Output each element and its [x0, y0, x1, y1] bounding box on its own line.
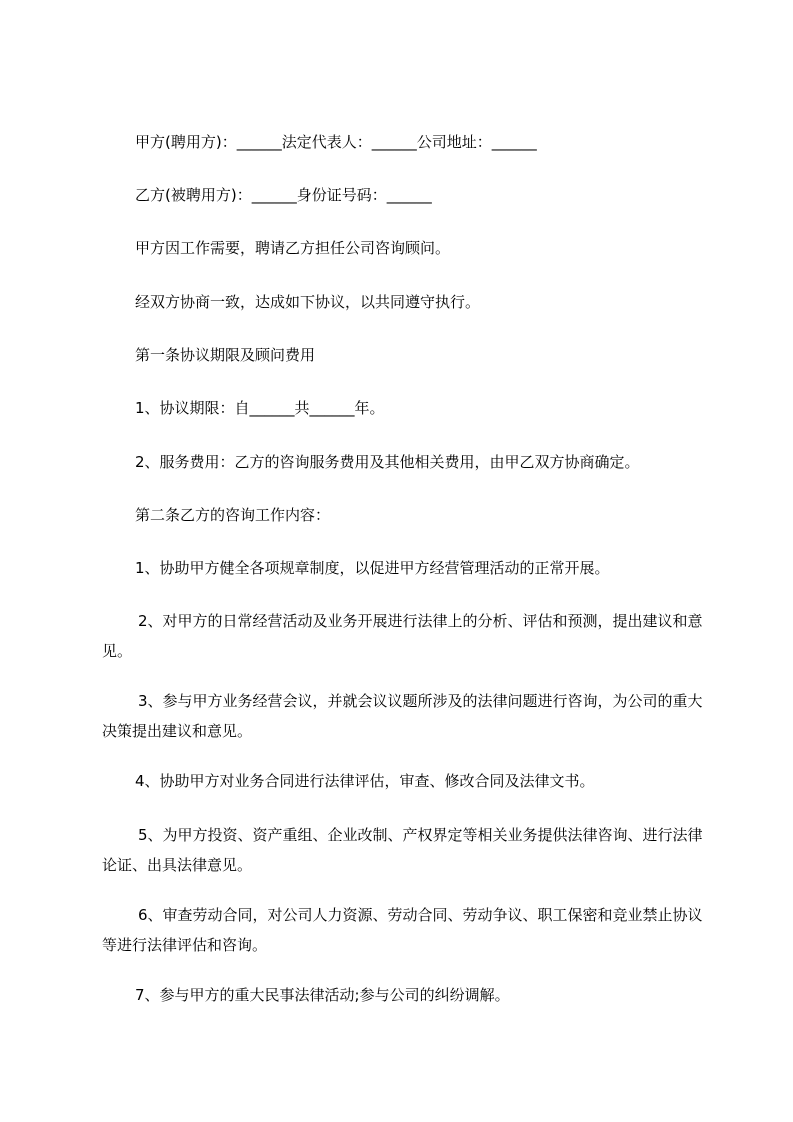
article-2-item-7: 7、参与甲方的重大民事法律活动;参与公司的纠纷调解。: [135, 986, 510, 1004]
article-1-item-2: 2、服务费用：乙方的咨询服务费用及其他相关费用，由甲乙双方协商确定。: [135, 453, 640, 471]
article-2-item-2: 2、对甲方的日常经营活动及业务开展进行法律上的分析、评估和预测，提出建议和意见。: [102, 612, 703, 660]
agreement-paragraph: 经双方协商一致，达成如下协议，以共同遵守执行。: [135, 293, 481, 311]
article-2-item-3: 3、参与甲方业务经营会议，并就会议议题所涉及的法律问题进行咨询，为公司的重大决策提出建议和意见。: [102, 692, 703, 740]
party-b-line: 乙方(被聘用方)：______身份证号码：______: [135, 186, 432, 204]
intro-paragraph: 甲方因工作需要，聘请乙方担任公司咨询顾问。: [135, 239, 451, 257]
article-2-heading: 第二条乙方的咨询工作内容：: [135, 506, 331, 524]
article-1-item-1: 1、协议期限：自______共______年。: [135, 399, 385, 417]
article-2-item-4: 4、协助甲方对业务合同进行法律评估，审查、修改合同及法律文书。: [135, 772, 595, 790]
party-a-line: 甲方(聘用方)：______法定代表人：______公司地址：______: [135, 133, 537, 151]
article-2-item-5: 5、为甲方投资、资产重组、企业改制、产权界定等相关业务提供法律咨询、进行法律论证、出具法律意见。: [102, 826, 703, 874]
article-2-item-6: 6、审查劳动合同，对公司人力资源、劳动合同、劳动争议、职工保密和竞业禁止协议等进行法律评估和咨询。: [102, 906, 703, 954]
article-2-item-1: 1、协助甲方健全各项规章制度，以促进甲方经营管理活动的正常开展。: [135, 559, 610, 577]
article-1-heading: 第一条协议期限及顾问费用: [135, 346, 316, 364]
